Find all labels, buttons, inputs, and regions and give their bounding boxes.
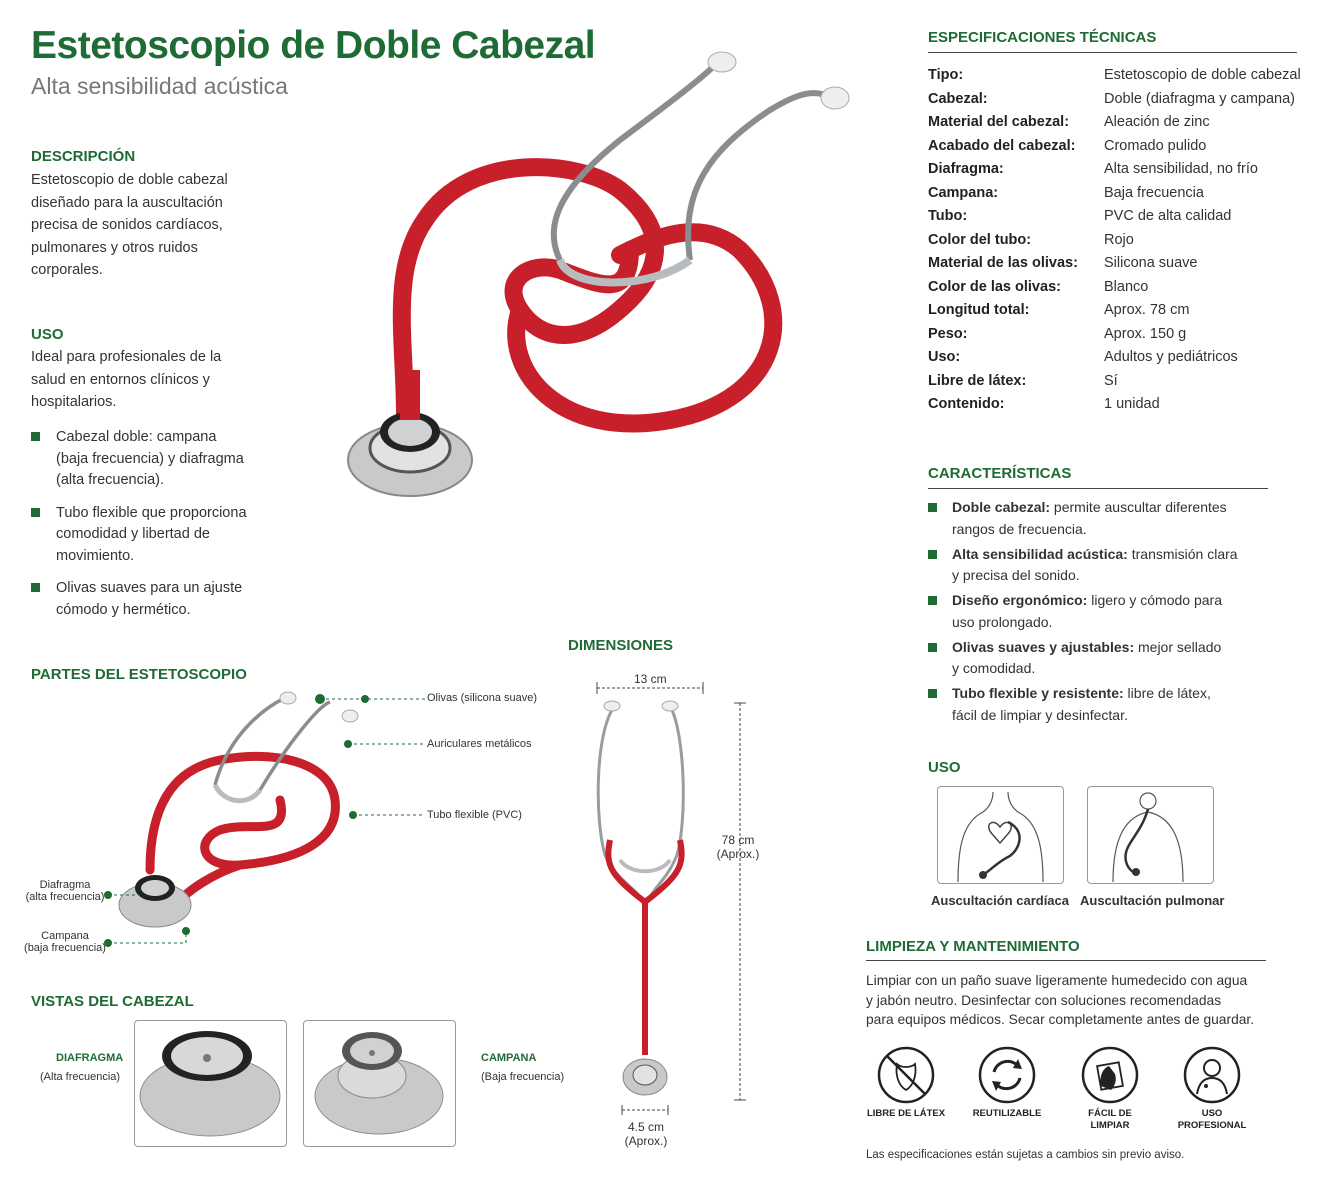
icon-caption-latex — [862, 1108, 950, 1120]
dimensiones-heading: DIMENSIONES — [568, 637, 674, 654]
professional-icon — [1183, 1046, 1243, 1106]
spec-value: Cromado pulido — [1104, 137, 1207, 154]
uso-line: salud en entornos clínicos y — [31, 371, 210, 388]
feature-text: ligero y cómodo para — [1087, 592, 1222, 608]
diafragma-view-title: DIAFRAGMA — [56, 1052, 124, 1064]
feature-text: transmisión clara — [1127, 545, 1238, 562]
label-diafragma-line: (alta frecuencia) — [25, 891, 105, 903]
cardiac-auscultation-icon — [938, 787, 1063, 883]
icon-caption-line: LIMPIAR — [1090, 1120, 1130, 1131]
no-latex-icon — [877, 1046, 937, 1106]
spec-value: PVC de alta calidad — [1104, 208, 1232, 224]
descripcion-line: pulmonares y otros ruidos — [31, 239, 198, 256]
spec-value: Adultos y pediátricos — [1104, 349, 1238, 365]
spec-value: Silicona suave — [1104, 255, 1198, 271]
cardiac-usage-box — [937, 786, 1064, 884]
limpieza-text — [866, 971, 1254, 1030]
label-campana-line: Campana — [41, 930, 89, 942]
label-campana-line: (baja frecuencia) — [24, 942, 106, 954]
bullet-line: cómodo y hermético. — [56, 601, 191, 618]
uso-right-heading: USO — [928, 759, 961, 776]
caracteristicas-heading: CARACTERÍSTICAS — [928, 465, 1072, 482]
limpieza-line: Limpiar con un paño suave ligeramente humedecido con agua — [866, 973, 1248, 988]
feature-text: rangos de frecuencia. — [952, 520, 1087, 537]
feature-text: y comodidad. — [952, 660, 1036, 676]
descripcion-line: diseñado para la auscultación — [31, 194, 223, 211]
bullet-line: (alta frecuencia). — [56, 472, 164, 488]
spec-key: Libre de látex: — [928, 372, 1027, 389]
page-title: Estetoscopio de Doble Cabezal — [31, 24, 596, 67]
bullet-line: movimiento. — [56, 547, 135, 564]
bullet-square-icon — [928, 596, 937, 605]
bullet-square-icon — [928, 643, 937, 652]
list-item — [928, 637, 1268, 680]
spec-value: Aprox. 150 g — [1104, 325, 1187, 342]
bullet-line: comodidad y libertad de — [56, 526, 210, 542]
feature-text: permite auscultar diferentes — [1050, 499, 1227, 515]
bullet-square-icon — [31, 508, 40, 517]
easy-clean-icon — [1081, 1046, 1141, 1106]
list-item — [31, 503, 291, 568]
uso-left-text — [31, 346, 221, 414]
bullet-line: (baja frecuencia) y diafragma — [56, 450, 244, 467]
diafragma-view-sub: (Alta frecuencia) — [40, 1071, 121, 1083]
feature-text: y precisa del sonido. — [952, 567, 1080, 583]
list-item — [31, 427, 291, 492]
icon-caption-line: REUTILIZABLE — [972, 1108, 1042, 1119]
spec-key: Acabado del cabezal: — [928, 137, 1076, 154]
pulmonary-usage-box — [1087, 786, 1214, 884]
dim-head-line: 4.5 cm — [627, 1120, 664, 1134]
descripcion-line: Estetoscopio de doble cabezal — [31, 172, 228, 188]
reusable-icon — [978, 1046, 1038, 1106]
feature-text: fácil de limpiar y desinfectar. — [952, 706, 1128, 723]
bullet-line: Tubo flexible que proporciona — [56, 504, 247, 521]
feature-name: Alta sensibilidad acústica: — [952, 545, 1128, 562]
bullet-square-icon — [928, 550, 937, 559]
label-tubo: Tubo flexible (PVC) — [427, 809, 522, 821]
pulmonary-auscultation-icon — [1088, 787, 1213, 883]
stethoscope-hero-image — [330, 40, 850, 510]
feature-name: Olivas suaves y ajustables: — [952, 638, 1135, 655]
feature-name: Diseño ergonómico: — [952, 592, 1088, 608]
spec-key: Tipo: — [928, 67, 964, 83]
descripcion-line: corporales. — [31, 262, 103, 278]
spec-key: Campana: — [928, 184, 999, 201]
spec-value: Rojo — [1104, 231, 1134, 248]
campana-view-sub: (Baja frecuencia) — [481, 1071, 565, 1083]
list-item — [928, 683, 1268, 726]
vistas-heading: VISTAS DEL CABEZAL — [31, 993, 194, 1010]
pulmonary-usage-caption: Auscultación pulmonar — [1080, 893, 1225, 908]
dimensions-diagram — [585, 680, 765, 1140]
dim-length-line: (Aprox.) — [716, 847, 760, 861]
dim-width-label: 13 cm — [634, 672, 667, 686]
spec-value: Baja frecuencia — [1104, 184, 1204, 201]
dim-length-line: 78 cm — [721, 833, 755, 847]
bell-head-image — [304, 1021, 455, 1146]
icon-caption-line: PROFESIONAL — [1177, 1120, 1247, 1131]
dim-head-label — [614, 1120, 678, 1148]
icon-caption-line: USO — [1201, 1108, 1223, 1119]
icon-caption-line: LIBRE DE LÁTEX — [866, 1108, 946, 1119]
spec-key: Longitud total: — [928, 302, 1030, 318]
diafragma-view-box — [134, 1020, 287, 1147]
dim-length-label — [705, 833, 771, 861]
parts-callout-lines — [300, 692, 440, 822]
list-item — [31, 578, 291, 621]
cardiac-usage-caption: Auscultación cardíaca — [931, 893, 1069, 908]
partes-heading: PARTES DEL ESTETOSCOPIO — [31, 666, 247, 683]
feature-name: Tubo flexible y resistente: — [952, 685, 1124, 701]
specs-heading: ESPECIFICACIONES TÉCNICAS — [928, 29, 1157, 46]
descripcion-line: precisa de sonidos cardíacos, — [31, 217, 223, 233]
feature-name: Doble cabezal: — [952, 499, 1051, 515]
spec-key: Diafragma: — [928, 161, 1004, 177]
spec-value: Alta sensibilidad, no frío — [1104, 161, 1258, 177]
spec-key: Peso: — [928, 325, 968, 342]
spec-key: Tubo: — [928, 208, 968, 224]
limpieza-line: y jabón neutro. Desinfectar con soluciones recomendadas — [866, 992, 1222, 1008]
spec-key: Cabezal: — [928, 90, 988, 107]
feature-text: libre de látex, — [1123, 685, 1211, 701]
spec-key: Uso: — [928, 349, 961, 365]
spec-key: Color del tubo: — [928, 231, 1032, 248]
label-olivas: Olivas (silicona suave) — [427, 692, 538, 704]
spec-value: Doble (diafragma y campana) — [1104, 90, 1296, 107]
specs-divider — [928, 52, 1297, 53]
spec-value: Sí — [1104, 372, 1118, 389]
bullet-line: Olivas suaves para un ajuste — [56, 580, 243, 596]
spec-key: Contenido: — [928, 396, 1005, 412]
icon-caption-professional — [1168, 1108, 1256, 1132]
icon-caption-line: FÁCIL DE — [1088, 1108, 1132, 1119]
spec-key: Material del cabezal: — [928, 114, 1070, 130]
label-auriculares: Auriculares metálicos — [427, 738, 532, 750]
spec-value: 1 unidad — [1104, 396, 1160, 412]
feature-text: mejor sellado — [1134, 638, 1222, 655]
bullet-square-icon — [31, 583, 40, 592]
bullet-square-icon — [928, 503, 937, 512]
diaphragm-head-image — [135, 1021, 286, 1146]
bullet-line: Cabezal doble: campana — [56, 429, 217, 445]
disclaimer-text: Las especificaciones están sujetas a cambios sin previo aviso. — [866, 1149, 1185, 1161]
uso-line: Ideal para profesionales de la — [31, 349, 222, 365]
bullet-square-icon — [31, 432, 40, 441]
spec-value: Blanco — [1104, 278, 1149, 295]
list-item — [928, 497, 1268, 540]
label-campana — [22, 930, 108, 954]
uso-left-heading: USO — [31, 326, 64, 343]
limpieza-line: para equipos médicos. Secar completamente antes de guardar. — [866, 1012, 1255, 1027]
icon-caption-reusable — [963, 1108, 1051, 1120]
campana-view-box — [303, 1020, 456, 1147]
limpieza-divider — [866, 960, 1266, 961]
spec-value: Estetoscopio de doble cabezal — [1104, 67, 1301, 83]
head-callout-lines — [100, 885, 200, 955]
icon-caption-clean — [1066, 1108, 1154, 1132]
list-item — [928, 544, 1268, 587]
caracteristicas-list — [928, 497, 1268, 730]
page-subtitle: Alta sensibilidad acústica — [31, 73, 288, 99]
feature-text: uso prolongado. — [952, 613, 1053, 630]
list-item — [928, 590, 1268, 633]
caracteristicas-divider — [928, 488, 1268, 489]
descripcion-heading: DESCRIPCIÓN — [31, 148, 136, 165]
limpieza-heading: LIMPIEZA Y MANTENIMIENTO — [866, 938, 1080, 955]
label-diafragma-line: Diafragma — [39, 879, 91, 891]
campana-view-title: CAMPANA — [481, 1052, 537, 1064]
uso-line: hospitalarios. — [31, 394, 117, 410]
bullet-square-icon — [928, 689, 937, 698]
spec-value: Aprox. 78 cm — [1104, 302, 1190, 318]
spec-value: Aleación de zinc — [1104, 114, 1210, 130]
uso-bullet-list — [31, 427, 291, 632]
label-diafragma — [22, 879, 108, 903]
dim-head-line: (Aprox.) — [624, 1134, 668, 1148]
spec-key: Material de las olivas: — [928, 255, 1078, 271]
spec-key: Color de las olivas: — [928, 278, 1061, 295]
descripcion-text — [31, 169, 228, 282]
